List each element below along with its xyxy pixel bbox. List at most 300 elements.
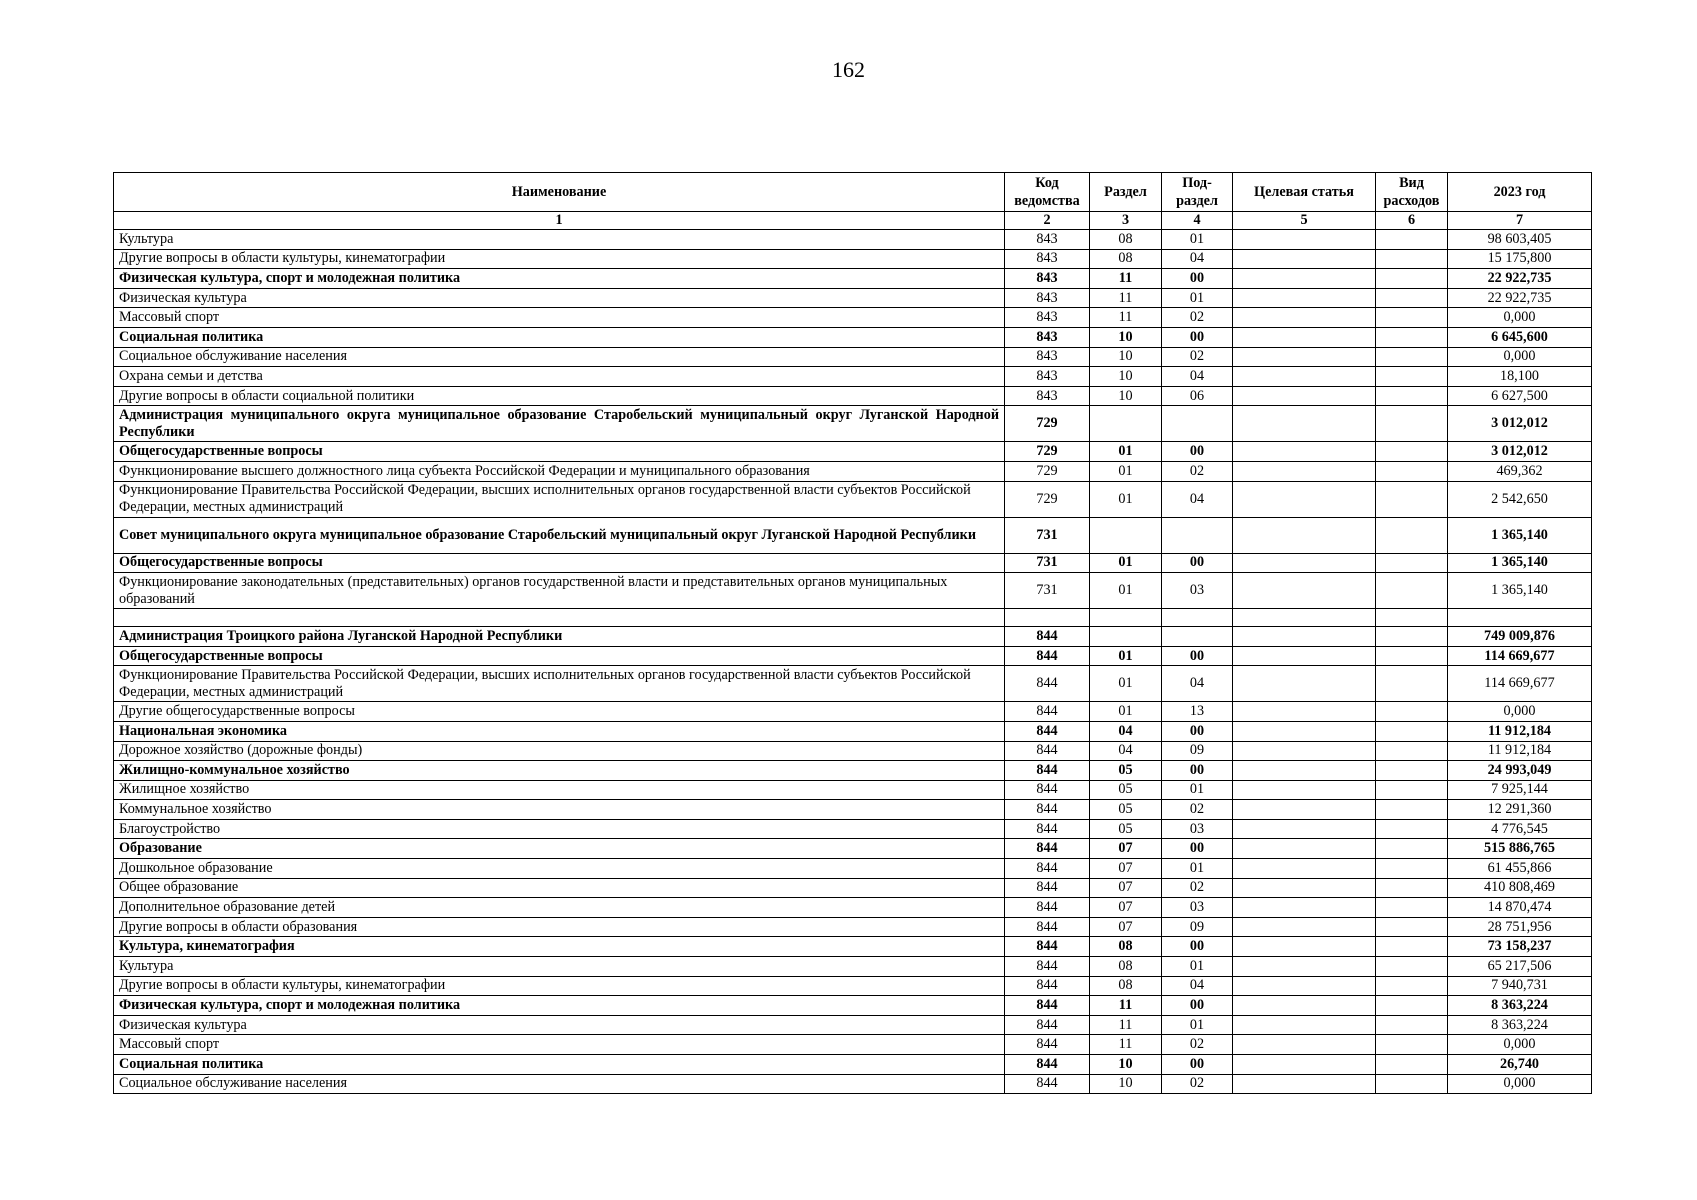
cell-target (1233, 819, 1376, 839)
cell-target (1233, 230, 1376, 250)
table-row (114, 666, 1592, 702)
table-body (114, 230, 1592, 1094)
cell-kind (1376, 898, 1448, 918)
cell-amount: 0,000 (1448, 347, 1592, 367)
cell-amount: 15 175,800 (1448, 249, 1592, 269)
cell-amount: 8 363,224 (1448, 1015, 1592, 1035)
cell-kind (1376, 386, 1448, 406)
cell-amount: 3 012,012 (1448, 406, 1592, 442)
cell-amount: 114 669,677 (1448, 646, 1592, 666)
cell-section (1090, 609, 1162, 627)
cell-kind (1376, 553, 1448, 573)
cell-target (1233, 976, 1376, 996)
table-row (114, 308, 1592, 328)
cell-section: 11 (1090, 308, 1162, 328)
cell-subsection: 09 (1162, 741, 1233, 761)
table-row (114, 347, 1592, 367)
cell-amount: 65 217,506 (1448, 957, 1592, 977)
cell-subsection: 02 (1162, 308, 1233, 328)
cell-code: 844 (1005, 646, 1090, 666)
cell-kind (1376, 627, 1448, 647)
cell-section: 01 (1090, 442, 1162, 462)
cell-code: 843 (1005, 386, 1090, 406)
cell-kind (1376, 461, 1448, 481)
cell-amount: 4 776,545 (1448, 819, 1592, 839)
cell-name: Культура (114, 957, 1005, 977)
cell-code: 843 (1005, 347, 1090, 367)
cell-name: Социальное обслуживание населения (114, 1074, 1005, 1094)
cell-kind (1376, 996, 1448, 1016)
cell-section: 05 (1090, 780, 1162, 800)
cell-target (1233, 917, 1376, 937)
table-row (114, 976, 1592, 996)
table-row (114, 367, 1592, 387)
cell-target (1233, 1074, 1376, 1094)
cell-code: 729 (1005, 481, 1090, 517)
cell-name: Общегосударственные вопросы (114, 646, 1005, 666)
cell-kind (1376, 1035, 1448, 1055)
cell-subsection: 00 (1162, 996, 1233, 1016)
cell-name: Физическая культура (114, 288, 1005, 308)
cell-amount (1448, 609, 1592, 627)
cell-kind (1376, 367, 1448, 387)
table-row (114, 702, 1592, 722)
cell-kind (1376, 517, 1448, 553)
cell-subsection: 00 (1162, 761, 1233, 781)
cell-subsection: 04 (1162, 249, 1233, 269)
cell-subsection: 09 (1162, 917, 1233, 937)
cell-subsection: 04 (1162, 367, 1233, 387)
cell-target (1233, 878, 1376, 898)
cell-code: 843 (1005, 308, 1090, 328)
column-number-row (114, 212, 1592, 230)
cell-name: Функционирование высшего должностного лица субъекта Российской Федерации и муниципального образования (114, 461, 1005, 481)
cell-target (1233, 937, 1376, 957)
cell-code: 844 (1005, 917, 1090, 937)
cell-target (1233, 627, 1376, 647)
table-header-row (114, 173, 1592, 212)
cell-section: 07 (1090, 917, 1162, 937)
cell-target (1233, 1035, 1376, 1055)
cell-target (1233, 898, 1376, 918)
cell-section: 01 (1090, 573, 1162, 609)
cell-kind (1376, 937, 1448, 957)
cell-amount: 73 158,237 (1448, 937, 1592, 957)
cell-code: 844 (1005, 859, 1090, 879)
cell-code: 843 (1005, 230, 1090, 250)
cell-subsection: 02 (1162, 800, 1233, 820)
table-row (114, 878, 1592, 898)
cell-subsection: 00 (1162, 937, 1233, 957)
cell-target (1233, 609, 1376, 627)
cell-target (1233, 386, 1376, 406)
cell-section: 04 (1090, 721, 1162, 741)
cell-code: 844 (1005, 666, 1090, 702)
cell-subsection: 03 (1162, 819, 1233, 839)
table-row (114, 573, 1592, 609)
column-number: 6 (1376, 212, 1448, 230)
cell-kind (1376, 761, 1448, 781)
cell-amount: 0,000 (1448, 308, 1592, 328)
cell-subsection: 00 (1162, 646, 1233, 666)
cell-subsection: 03 (1162, 898, 1233, 918)
header-amount: 2023 год (1448, 173, 1592, 212)
cell-kind (1376, 917, 1448, 937)
cell-code: 844 (1005, 800, 1090, 820)
table-row (114, 627, 1592, 647)
cell-target (1233, 666, 1376, 702)
cell-kind (1376, 230, 1448, 250)
cell-amount: 12 291,360 (1448, 800, 1592, 820)
cell-target (1233, 646, 1376, 666)
cell-section: 10 (1090, 1055, 1162, 1075)
cell-name: Социальная политика (114, 327, 1005, 347)
cell-target (1233, 367, 1376, 387)
table-row (114, 327, 1592, 347)
cell-subsection (1162, 627, 1233, 647)
cell-subsection: 01 (1162, 288, 1233, 308)
cell-section: 01 (1090, 666, 1162, 702)
cell-subsection: 00 (1162, 442, 1233, 462)
cell-subsection: 01 (1162, 230, 1233, 250)
cell-target (1233, 327, 1376, 347)
cell-target (1233, 859, 1376, 879)
cell-subsection: 01 (1162, 957, 1233, 977)
cell-name (114, 609, 1005, 627)
cell-amount: 98 603,405 (1448, 230, 1592, 250)
cell-code: 844 (1005, 627, 1090, 647)
table-row (114, 646, 1592, 666)
cell-target (1233, 741, 1376, 761)
header-target: Целевая статья (1233, 173, 1376, 212)
cell-subsection (1162, 609, 1233, 627)
cell-amount: 61 455,866 (1448, 859, 1592, 879)
cell-name: Другие вопросы в области культуры, кинематографии (114, 249, 1005, 269)
column-number: 5 (1233, 212, 1376, 230)
table-row (114, 800, 1592, 820)
cell-kind (1376, 976, 1448, 996)
cell-section: 11 (1090, 1035, 1162, 1055)
cell-amount: 14 870,474 (1448, 898, 1592, 918)
cell-kind (1376, 347, 1448, 367)
cell-section: 05 (1090, 800, 1162, 820)
cell-code: 843 (1005, 367, 1090, 387)
cell-amount: 6 645,600 (1448, 327, 1592, 347)
cell-section: 01 (1090, 461, 1162, 481)
cell-code: 844 (1005, 1074, 1090, 1094)
cell-name: Общегосударственные вопросы (114, 442, 1005, 462)
cell-amount: 0,000 (1448, 1035, 1592, 1055)
cell-name: Физическая культура, спорт и молодежная политика (114, 996, 1005, 1016)
header-subsection: Под-раздел (1162, 173, 1233, 212)
cell-section: 10 (1090, 1074, 1162, 1094)
cell-target (1233, 442, 1376, 462)
table-row (114, 406, 1592, 442)
column-number: 3 (1090, 212, 1162, 230)
cell-code: 731 (1005, 553, 1090, 573)
cell-amount: 11 912,184 (1448, 741, 1592, 761)
cell-code: 844 (1005, 937, 1090, 957)
column-number: 4 (1162, 212, 1233, 230)
cell-subsection: 02 (1162, 1035, 1233, 1055)
cell-target (1233, 308, 1376, 328)
cell-code: 729 (1005, 406, 1090, 442)
cell-code: 843 (1005, 327, 1090, 347)
table-row (114, 609, 1592, 627)
cell-name: Функционирование Правительства Российской Федерации, высших исполнительных органов государственной власти субъектов Российской Федерации, местных администраций (114, 666, 1005, 702)
cell-section (1090, 517, 1162, 553)
cell-target (1233, 1055, 1376, 1075)
cell-target (1233, 406, 1376, 442)
cell-name: Массовый спорт (114, 1035, 1005, 1055)
cell-code: 844 (1005, 761, 1090, 781)
cell-code: 843 (1005, 249, 1090, 269)
cell-section: 08 (1090, 230, 1162, 250)
cell-name: Другие вопросы в области образования (114, 917, 1005, 937)
table-row (114, 761, 1592, 781)
cell-target (1233, 702, 1376, 722)
cell-section: 07 (1090, 859, 1162, 879)
cell-target (1233, 780, 1376, 800)
cell-amount: 749 009,876 (1448, 627, 1592, 647)
cell-section (1090, 627, 1162, 647)
table-row (114, 288, 1592, 308)
cell-name: Физическая культура, спорт и молодежная политика (114, 269, 1005, 289)
table-row (114, 957, 1592, 977)
cell-section: 08 (1090, 249, 1162, 269)
cell-code: 844 (1005, 898, 1090, 918)
cell-amount: 28 751,956 (1448, 917, 1592, 937)
column-number: 1 (114, 212, 1005, 230)
cell-subsection: 02 (1162, 347, 1233, 367)
cell-subsection: 01 (1162, 780, 1233, 800)
cell-code: 844 (1005, 878, 1090, 898)
cell-kind (1376, 839, 1448, 859)
table-row (114, 898, 1592, 918)
cell-kind (1376, 1074, 1448, 1094)
cell-target (1233, 1015, 1376, 1035)
cell-code: 843 (1005, 269, 1090, 289)
cell-target (1233, 996, 1376, 1016)
cell-subsection: 00 (1162, 553, 1233, 573)
cell-code: 844 (1005, 1035, 1090, 1055)
cell-target (1233, 761, 1376, 781)
cell-section: 07 (1090, 839, 1162, 859)
cell-kind (1376, 573, 1448, 609)
cell-name: Благоустройство (114, 819, 1005, 839)
cell-target (1233, 957, 1376, 977)
cell-amount: 0,000 (1448, 1074, 1592, 1094)
cell-kind (1376, 269, 1448, 289)
cell-kind (1376, 249, 1448, 269)
cell-name: Функционирование законодательных (представительных) органов государственной власти и представительных органов муниципальных образований (114, 573, 1005, 609)
cell-section: 01 (1090, 646, 1162, 666)
cell-kind (1376, 666, 1448, 702)
table-row (114, 819, 1592, 839)
header-kind: Вид расходов (1376, 173, 1448, 212)
cell-amount: 1 365,140 (1448, 517, 1592, 553)
cell-name: Культура (114, 230, 1005, 250)
cell-target (1233, 721, 1376, 741)
table-row (114, 249, 1592, 269)
cell-name: Охрана семьи и детства (114, 367, 1005, 387)
cell-name: Национальная экономика (114, 721, 1005, 741)
table-row (114, 386, 1592, 406)
cell-amount: 24 993,049 (1448, 761, 1592, 781)
cell-target (1233, 553, 1376, 573)
cell-kind (1376, 308, 1448, 328)
cell-section: 11 (1090, 288, 1162, 308)
cell-name: Коммунальное хозяйство (114, 800, 1005, 820)
cell-section: 11 (1090, 1015, 1162, 1035)
table-row (114, 461, 1592, 481)
cell-name: Общее образование (114, 878, 1005, 898)
cell-amount: 2 542,650 (1448, 481, 1592, 517)
cell-kind (1376, 957, 1448, 977)
cell-kind (1376, 1015, 1448, 1035)
table-row (114, 1015, 1592, 1035)
cell-amount: 7 925,144 (1448, 780, 1592, 800)
cell-subsection (1162, 517, 1233, 553)
table-row (114, 481, 1592, 517)
cell-code: 844 (1005, 996, 1090, 1016)
cell-name: Совет муниципального округа муниципальное образование Старобельский муниципальный округ Луганской Народной Республики (114, 517, 1005, 553)
cell-code: 844 (1005, 741, 1090, 761)
cell-amount: 1 365,140 (1448, 573, 1592, 609)
cell-subsection: 02 (1162, 1074, 1233, 1094)
cell-code: 844 (1005, 721, 1090, 741)
cell-kind (1376, 878, 1448, 898)
cell-subsection: 02 (1162, 878, 1233, 898)
table-row (114, 1055, 1592, 1075)
cell-subsection: 00 (1162, 269, 1233, 289)
cell-amount: 3 012,012 (1448, 442, 1592, 462)
cell-code: 731 (1005, 573, 1090, 609)
column-number: 2 (1005, 212, 1090, 230)
cell-section: 10 (1090, 327, 1162, 347)
cell-code: 844 (1005, 839, 1090, 859)
budget-table (113, 172, 1592, 1094)
cell-amount: 22 922,735 (1448, 288, 1592, 308)
table-row (114, 937, 1592, 957)
table-row (114, 1074, 1592, 1094)
cell-amount: 1 365,140 (1448, 553, 1592, 573)
cell-name: Общегосударственные вопросы (114, 553, 1005, 573)
cell-kind (1376, 859, 1448, 879)
table-row (114, 859, 1592, 879)
cell-code (1005, 609, 1090, 627)
cell-code: 844 (1005, 957, 1090, 977)
cell-target (1233, 839, 1376, 859)
cell-kind (1376, 327, 1448, 347)
cell-section: 04 (1090, 741, 1162, 761)
cell-code: 731 (1005, 517, 1090, 553)
header-section: Раздел (1090, 173, 1162, 212)
cell-section: 08 (1090, 976, 1162, 996)
cell-code: 844 (1005, 702, 1090, 722)
cell-section: 08 (1090, 957, 1162, 977)
cell-name: Другие вопросы в области культуры, кинематографии (114, 976, 1005, 996)
cell-section: 01 (1090, 553, 1162, 573)
cell-name: Дорожное хозяйство (дорожные фонды) (114, 741, 1005, 761)
cell-subsection: 02 (1162, 461, 1233, 481)
cell-subsection: 04 (1162, 666, 1233, 702)
cell-kind (1376, 442, 1448, 462)
cell-amount: 6 627,500 (1448, 386, 1592, 406)
cell-name: Жилищно-коммунальное хозяйство (114, 761, 1005, 781)
cell-section: 10 (1090, 386, 1162, 406)
page-number: 162 (832, 57, 865, 82)
cell-kind (1376, 609, 1448, 627)
cell-target (1233, 347, 1376, 367)
header-name: Наименование (114, 173, 1005, 212)
cell-target (1233, 269, 1376, 289)
cell-kind (1376, 741, 1448, 761)
table-row (114, 553, 1592, 573)
table-row (114, 721, 1592, 741)
cell-section: 05 (1090, 819, 1162, 839)
cell-name: Жилищное хозяйство (114, 780, 1005, 800)
cell-code: 729 (1005, 461, 1090, 481)
cell-subsection (1162, 406, 1233, 442)
cell-code: 844 (1005, 780, 1090, 800)
cell-code: 729 (1005, 442, 1090, 462)
table-row (114, 996, 1592, 1016)
cell-amount: 22 922,735 (1448, 269, 1592, 289)
cell-amount: 410 808,469 (1448, 878, 1592, 898)
cell-kind (1376, 406, 1448, 442)
cell-amount: 26,740 (1448, 1055, 1592, 1075)
cell-section: 10 (1090, 367, 1162, 387)
table-row (114, 780, 1592, 800)
cell-name: Массовый спорт (114, 308, 1005, 328)
cell-name: Дошкольное образование (114, 859, 1005, 879)
cell-target (1233, 288, 1376, 308)
cell-section: 07 (1090, 898, 1162, 918)
cell-target (1233, 461, 1376, 481)
table-row (114, 839, 1592, 859)
cell-name: Социальное обслуживание населения (114, 347, 1005, 367)
cell-name: Администрация муниципального округа муниципальное образование Старобельский муниципальный округ Луганской Народной Республики (114, 406, 1005, 442)
cell-subsection: 04 (1162, 481, 1233, 517)
table-row (114, 741, 1592, 761)
cell-code: 844 (1005, 976, 1090, 996)
cell-amount: 7 940,731 (1448, 976, 1592, 996)
cell-section: 10 (1090, 347, 1162, 367)
cell-section: 11 (1090, 269, 1162, 289)
cell-amount: 515 886,765 (1448, 839, 1592, 859)
cell-section: 11 (1090, 996, 1162, 1016)
cell-name: Культура, кинематография (114, 937, 1005, 957)
cell-kind (1376, 780, 1448, 800)
table-row (114, 917, 1592, 937)
cell-kind (1376, 288, 1448, 308)
cell-amount: 0,000 (1448, 702, 1592, 722)
cell-amount: 114 669,677 (1448, 666, 1592, 702)
cell-section (1090, 406, 1162, 442)
cell-name: Физическая культура (114, 1015, 1005, 1035)
cell-target (1233, 249, 1376, 269)
table-row (114, 517, 1592, 553)
cell-target (1233, 517, 1376, 553)
cell-name: Образование (114, 839, 1005, 859)
cell-amount: 11 912,184 (1448, 721, 1592, 741)
cell-subsection: 01 (1162, 1015, 1233, 1035)
table-row (114, 442, 1592, 462)
cell-code: 843 (1005, 288, 1090, 308)
table-row (114, 1035, 1592, 1055)
cell-subsection: 00 (1162, 839, 1233, 859)
